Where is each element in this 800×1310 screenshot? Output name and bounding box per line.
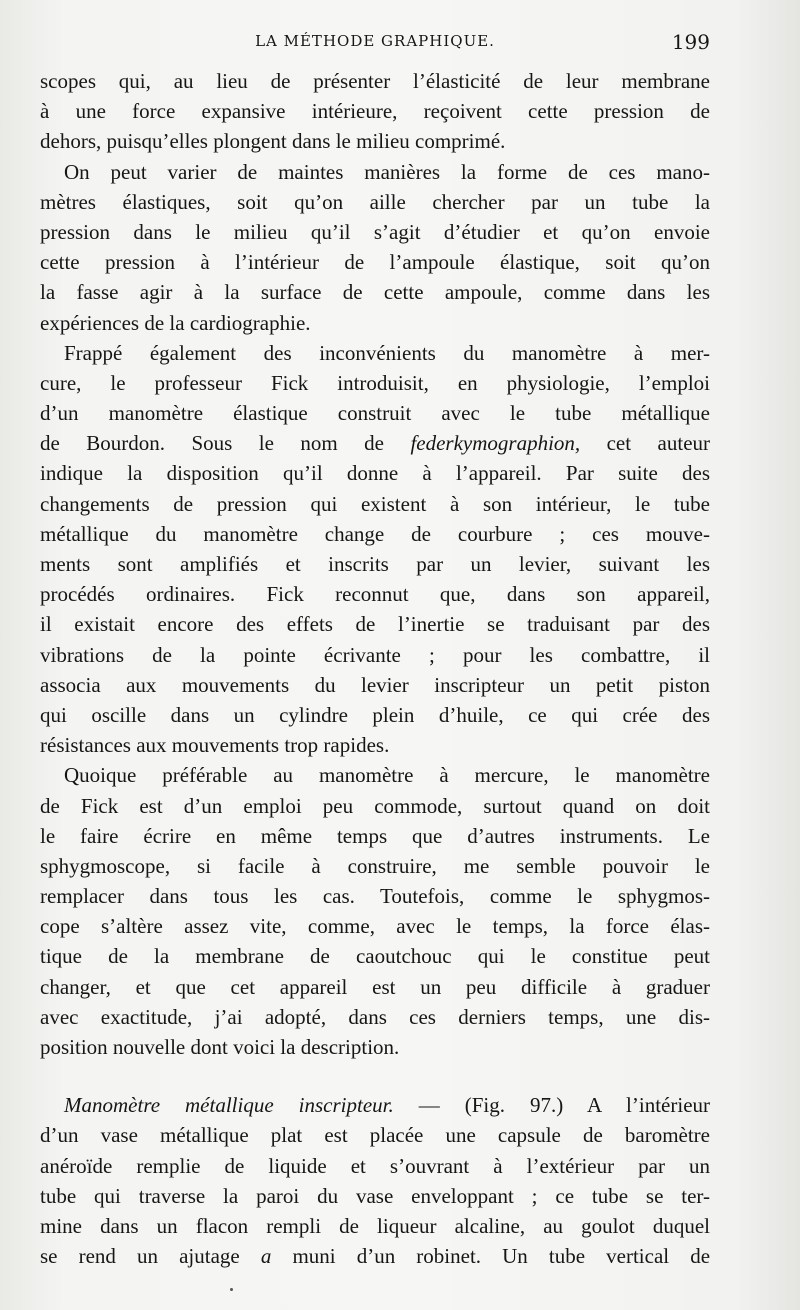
text-line: cette pression à l’intérieur de l’ampoule élastique, soit qu’on [40,250,710,275]
text-line [40,1090,710,1120]
text-line: procédés ordinaires. Fick reconnut que, dans son appareil, [40,582,710,607]
text-line: remplacer dans tous les cas. Toutefois, comme le sphygmos- [40,884,710,909]
italic-term: federkymographion, [410,431,581,456]
text-line: vibrations de la pointe écrivante ; pour les combattre, il [40,642,710,667]
page-number: 199 [671,30,710,54]
text-line: anéroïde remplie de liquide et s’ouvrant à l’extérieur par un [40,1153,710,1178]
text-line: indique la disposition qu’il donne à l’appareil. Par suite des [40,461,710,486]
text-segment: de Bourdon. Sous le nom de [40,431,384,456]
text-line: Frappé également des inconvénients du manomètre à mer- [64,340,710,365]
text-line: changer, et que cet appareil est un peu difficile à graduer [40,974,710,999]
text-line: de Fick est d’un emploi peu commode, surtout quand on doit [40,793,710,818]
text-line: expériences de la cardiographie. [40,310,311,335]
text-line: tube qui traverse la paroi du vase enveloppant ; ce tube se ter- [40,1183,710,1208]
section-heading: Manomètre métallique inscripteur. [64,1093,394,1118]
text-line [40,428,710,458]
text-line: cure, le professeur Fick introduisit, en physiologie, l’emploi [40,370,710,395]
text-line: avec exactitude, j’ai adopté, dans ces derniers temps, une dis- [40,1004,710,1029]
text-line: position nouvelle dont voici la description. [40,1035,400,1059]
text-segment: — (Fig. 97.) A l’intérieur [418,1093,711,1118]
text-line: changements de pression qui existent à son intérieur, le tube [40,491,710,516]
text-line: métallique du manomètre change de courbure ; ces mouve- [40,521,710,546]
text-line: scopes qui, au lieu de présenter l’élasticité de leur membrane [40,69,710,93]
running-head [40,30,710,58]
text-line: Quoique préférable au manomètre à mercure, le manomètre [64,763,710,788]
text-line: qui oscille dans un cylindre plein d’huile, ce qui crée des [40,702,710,727]
text-line: il existait encore des effets de l’inertie se traduisant par des [40,612,710,637]
text-line: associa aux mouvements du levier inscripteur un petit piston [40,672,710,697]
running-title: LA MÉTHODE GRAPHIQUE. [255,32,495,50]
text-line: mine dans un flacon rempli de liqueur alcaline, au goulot duquel [40,1213,710,1238]
text-line: résistances aux mouvements trop rapides. [40,733,390,758]
text-segment: cet auteur [606,431,711,456]
text-line: à une force expansive intérieure, reçoivent cette pression de [40,99,710,124]
print-speck [230,1288,233,1291]
text-line: mètres élastiques, soit qu’on aille chercher par un tube la [40,189,710,214]
text-line: la fasse agir à la surface de cette ampoule, comme dans les [40,280,710,305]
text-line: le faire écrire en même temps que d’autres instruments. Le [40,823,710,848]
italic-letter: a [260,1244,272,1269]
text-line: sphygmoscope, si facile à construire, me semble pouvoir le [40,853,710,878]
text-line: d’un manomètre élastique construit avec le tube métallique [40,401,710,426]
text-line: tique de la membrane de caoutchouc qui le constitue peut [40,944,710,969]
text-line: ments sont amplifiés et inscrits par un levier, suivant les [40,552,710,576]
text-line: On peut varier de maintes manières la forme de ces mano- [64,159,710,184]
text-line: cope s’altère assez vite, comme, avec le temps, la force élas- [40,914,710,939]
text-line [40,1241,710,1271]
text-line: dehors, puisqu’elles plongent dans le milieu comprimé. [40,129,506,154]
body-text [40,66,710,1271]
text-line: pression dans le milieu qu’il s’agit d’étudier et qu’on envoie [40,219,710,244]
text-line: d’un vase métallique plat est placée une capsule de baromètre [40,1123,710,1148]
paragraph-gap [40,1062,710,1090]
text-segment: muni d’un robinet. Un tube vertical de [292,1244,711,1269]
text-segment: se rend un ajutage [40,1244,240,1269]
